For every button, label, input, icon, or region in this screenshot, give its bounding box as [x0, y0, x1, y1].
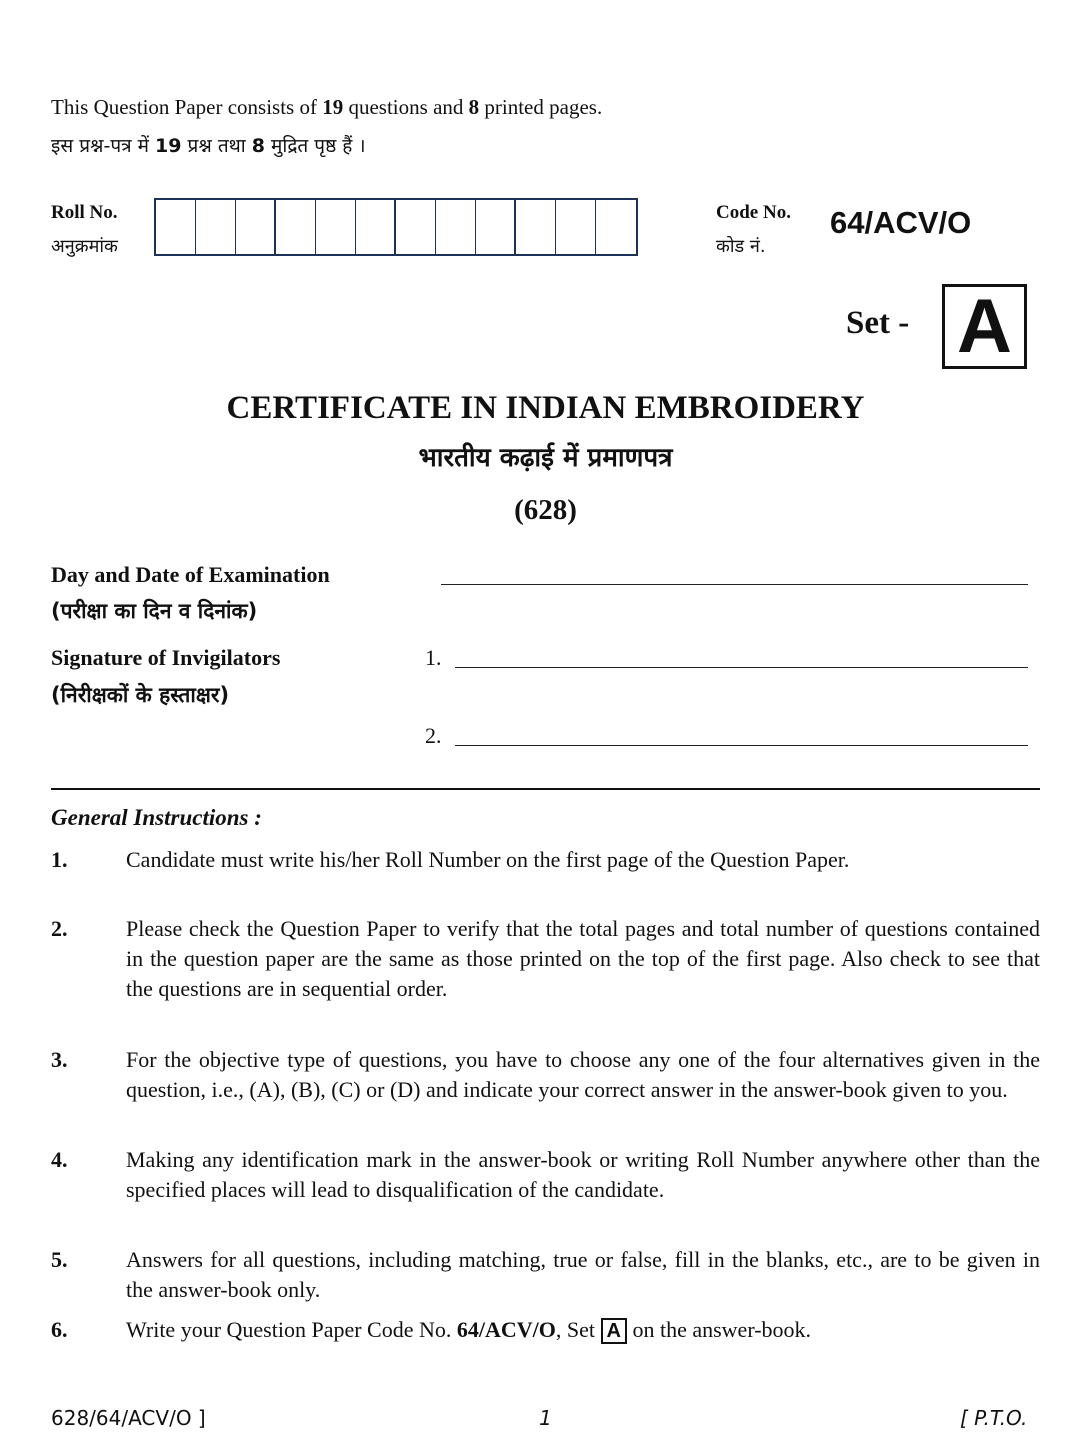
instruction-item [51, 1245, 1040, 1305]
signature-1-line[interactable] [455, 667, 1028, 668]
instruction-item [51, 1315, 1040, 1345]
instruction-text-part: Write your Question Paper Code No. [126, 1317, 457, 1342]
intro-text: printed pages. [479, 95, 603, 119]
instruction-text [126, 1315, 1040, 1345]
roll-number-box[interactable] [156, 200, 196, 254]
code-number-label-hindi: कोड नं. [716, 236, 766, 257]
instruction-number: 1. [51, 847, 68, 872]
code-number-value: 64/ACV/O [830, 205, 972, 240]
section-divider [51, 788, 1040, 790]
signature-2-number: 2. [425, 723, 442, 748]
instruction-text: Making any identification mark in the answer-book or writing Roll Number anywhere other than the specified places will lead to disqualification of the candidate. [126, 1147, 1040, 1202]
instruction-item [51, 1145, 1040, 1205]
instruction-text: For the objective type of questions, you have to choose any one of the four alternatives given in the question, i.e., (A), (B), (C) or (D) and indicate your correct answer in the answer-book given to you. [126, 1047, 1040, 1102]
instruction-item [51, 1045, 1040, 1105]
invigilator-signature-label: Signature of Invigilators [51, 645, 281, 670]
roll-number-box[interactable] [596, 200, 636, 254]
intro-line-english [51, 95, 602, 120]
instruction-code: 64/ACV/O [456, 1317, 556, 1342]
instruction-text-part: , Set [555, 1317, 601, 1342]
instruction-item [51, 914, 1040, 1004]
instruction-number: 5. [51, 1247, 68, 1272]
intro-text-hi: मुद्रित पृष्ठ हैं । [265, 135, 366, 157]
instruction-text: Please check the Question Paper to verify that the total pages and total number of questions contained in the question paper are the same as those printed on the top of the first page. Also check to see that the questions are in sequential order. [126, 916, 1040, 1001]
instruction-number: 4. [51, 1147, 68, 1172]
roll-number-boxes[interactable] [154, 198, 638, 256]
set-label: Set - [846, 305, 910, 341]
roll-number-box[interactable] [196, 200, 236, 254]
roll-number-box[interactable] [316, 200, 356, 254]
instruction-text-part: on the answer-book. [626, 1317, 812, 1342]
exam-date-line[interactable] [441, 584, 1028, 585]
instructions-heading: General Instructions : [51, 805, 262, 830]
instruction-number: 6. [51, 1317, 68, 1342]
intro-text: questions and [343, 95, 469, 119]
roll-number-box[interactable] [396, 200, 436, 254]
exam-date-label: Day and Date of Examination [51, 562, 330, 587]
footer-page-number: 1 [539, 1406, 552, 1430]
course-title-english: CERTIFICATE IN INDIAN EMBROIDERY [226, 390, 865, 426]
roll-number-label: Roll No. [51, 202, 118, 223]
roll-number-box[interactable] [516, 200, 556, 254]
footer-paper-code: 628/64/ACV/O ] [51, 1406, 206, 1430]
intro-text-hi: प्रश्न तथा [181, 135, 252, 157]
set-value-box: A [942, 284, 1027, 369]
intro-text: This Question Paper consists of [51, 95, 323, 119]
course-code: (628) [514, 494, 577, 526]
roll-number-box[interactable] [436, 200, 476, 254]
question-count-hi: 19 [155, 135, 182, 157]
instruction-number: 3. [51, 1047, 68, 1072]
signature-1-number: 1. [425, 645, 442, 670]
intro-text-hi: इस प्रश्न-पत्र में [51, 135, 156, 157]
exam-date-label-hindi: (परीक्षा का दिन व दिनांक) [51, 599, 258, 623]
course-title-hindi: भारतीय कढ़ाई में प्रमाणपत्र [418, 443, 673, 473]
page-count-hi: 8 [251, 135, 265, 157]
instruction-text: Answers for all questions, including matching, true or false, fill in the blanks, etc., are to be given in the answer-book only. [126, 1247, 1040, 1302]
intro-line-hindi [51, 132, 366, 158]
footer-pto: [ P.T.O. [960, 1406, 1028, 1430]
code-number-label: Code No. [716, 202, 791, 223]
instruction-text: Candidate must write his/her Roll Number on the first page of the Question Paper. [126, 847, 850, 872]
question-count: 19 [322, 95, 344, 119]
roll-number-box[interactable] [276, 200, 316, 254]
invigilator-signature-label-hindi: (निरीक्षकों के हस्ताक्षर) [51, 683, 230, 707]
instruction-item [51, 845, 1040, 875]
roll-number-box[interactable] [556, 200, 596, 254]
roll-number-box[interactable] [476, 200, 516, 254]
page-count: 8 [468, 95, 480, 119]
roll-number-box[interactable] [236, 200, 276, 254]
instruction-number: 2. [51, 916, 68, 941]
instruction-set-box: A [601, 1318, 627, 1344]
roll-number-box[interactable] [356, 200, 396, 254]
signature-2-line[interactable] [455, 745, 1028, 746]
roll-number-label-hindi: अनुक्रमांक [51, 236, 118, 257]
